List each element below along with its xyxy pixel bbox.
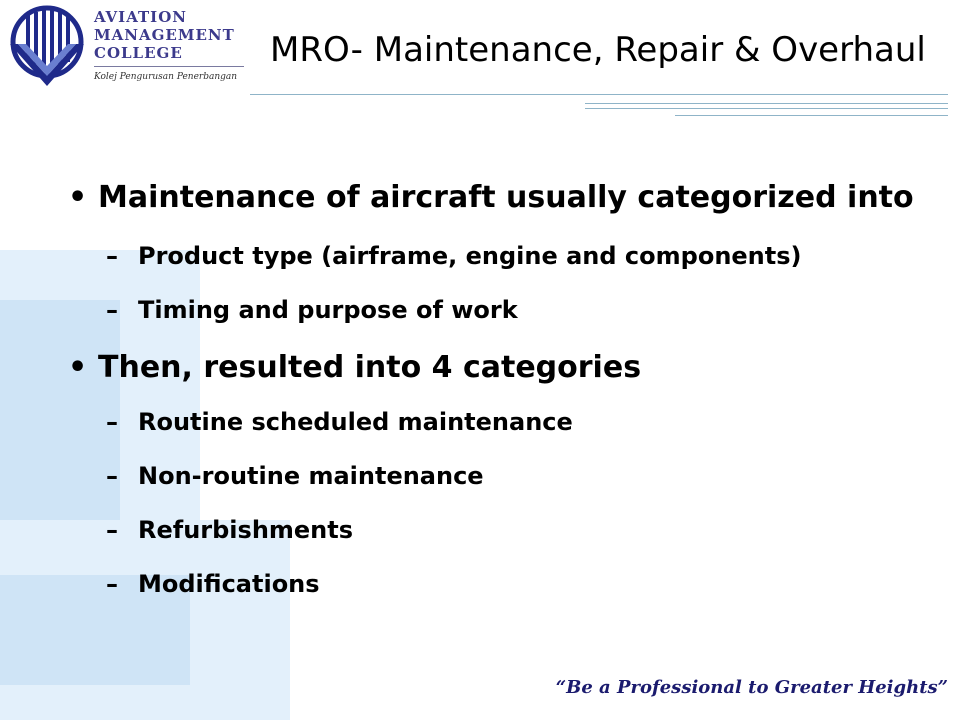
sub-bullet-text: Refurbishments	[138, 516, 354, 544]
header-rule-main	[250, 94, 948, 95]
bullet-level2	[60, 568, 920, 600]
bullet-marker: •	[68, 180, 88, 215]
footer-slogan: “Be a Professional to Greater Heights”	[555, 677, 948, 698]
bullet-level2	[60, 460, 920, 492]
sub-bullet-text: Modifications	[138, 570, 320, 598]
sub-bullet-text: Timing and purpose of work	[138, 296, 518, 324]
dash-marker: –	[106, 462, 118, 490]
bullet-level1	[60, 178, 920, 218]
bullet-level2	[60, 240, 920, 272]
bullet-level2	[60, 294, 920, 326]
header-rule-2	[585, 103, 948, 104]
slide-content	[60, 178, 920, 600]
bullet-level2	[60, 406, 920, 438]
bullet-marker: •	[68, 350, 88, 385]
sub-bullet-text: Routine scheduled maintenance	[138, 408, 573, 436]
slide-title: MRO- Maintenance, Repair & Overhaul	[270, 30, 926, 70]
sub-bullet-text: Non-routine maintenance	[138, 462, 484, 490]
dash-marker: –	[106, 570, 118, 598]
dash-marker: –	[106, 242, 118, 270]
logo-divider	[94, 66, 244, 67]
dash-marker: –	[106, 516, 118, 544]
logo-word-3: COLLEGE	[94, 44, 183, 62]
bullet-text: Then, resulted into 4 categories	[98, 350, 642, 385]
dash-marker: –	[106, 296, 118, 324]
bullet-level2	[60, 514, 920, 546]
sub-bullet-text: Product type (airframe, engine and components)	[138, 242, 802, 270]
logo-subtitle: Kolej Pengurusan Penerbangan	[94, 72, 238, 82]
logo-word-1: AVIATION	[94, 8, 187, 26]
logo-emblem-icon	[4, 2, 90, 90]
bullet-text: Maintenance of aircraft usually categorized into	[98, 180, 914, 215]
bullet-level1	[60, 348, 920, 388]
header-rule-3	[585, 108, 948, 109]
dash-marker: –	[106, 408, 118, 436]
college-logo	[4, 2, 254, 94]
header-rule-4	[675, 115, 948, 116]
logo-word-2: MANAGEMENT	[94, 26, 235, 44]
